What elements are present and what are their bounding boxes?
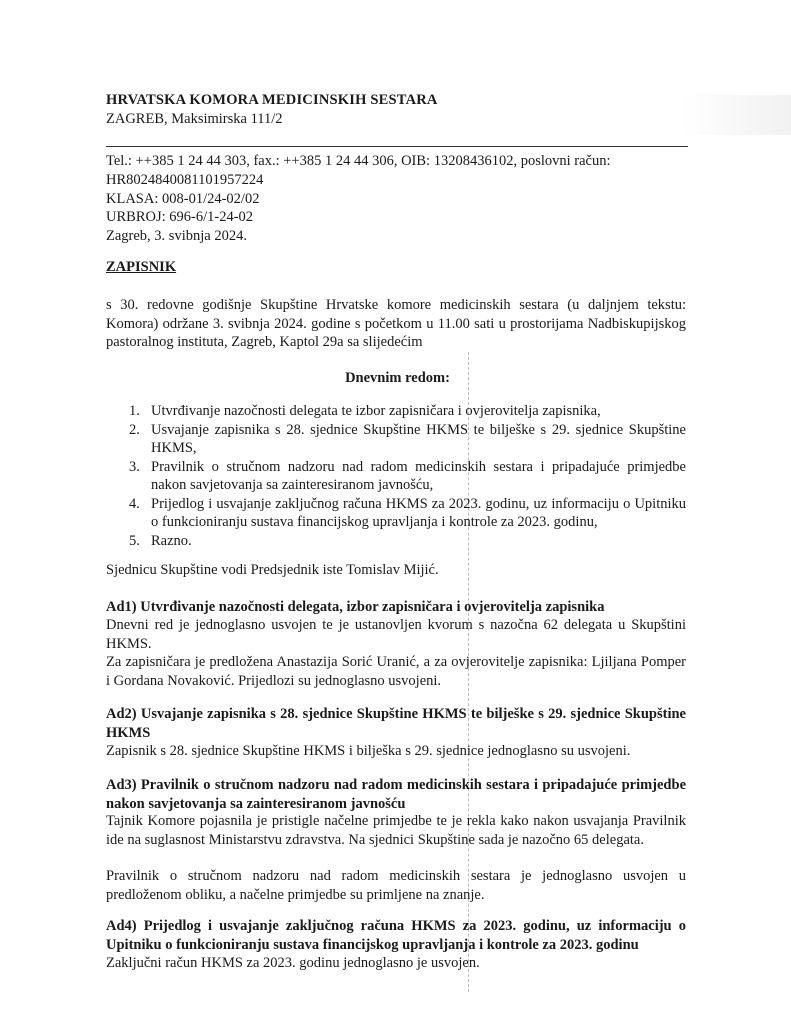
agenda-item-number: 4. [129, 495, 140, 512]
document-date: Zagreb, 3. svibnja 2024. [106, 228, 247, 244]
section-heading-ad2: Ad2) Usvajanje zapisnika s 28. sjednice Skupštine HKMS te bilješke s 29. sjednice Skupštine HKMS [106, 706, 686, 741]
agenda-item-text: Utvrđivanje nazočnosti delegata te izbor zapisničara i ovjerovitelja zapisnika, [151, 403, 601, 419]
section-ad2-paragraph-1: Zapisnik s 28. sjednice Skupštine HKMS i bilješka s 29. sjednice jednoglasno su usvojeni. [106, 743, 631, 759]
bank-account: HR8024840081101957224 [106, 172, 264, 188]
section-ad1-paragraph-1: Dnevni red je jednoglasno usvojen te je ustanovljen kvorum s nazočna 62 delegata u Skupštini HKMS. [106, 617, 686, 652]
agenda-item-number: 3. [129, 458, 140, 475]
agenda-item [120, 402, 686, 421]
section-ad3-paragraph-2: Pravilnik o stručnom nadzoru nad radom medicinskih sestara je jednoglasno usvojen u predloženom obliku, a načelne primjedbe su primljene na znanje. [106, 868, 686, 903]
contact-line: Tel.: ++385 1 24 44 303, fax.: ++385 1 24 44 306, OIB: 13208436102, poslovni račun: [106, 153, 611, 169]
scan-artifact [681, 95, 791, 135]
intro-paragraph: s 30. redovne godišnje Skupštine Hrvatske komore medicinskih sestara (u daljnjem tekstu: Komora) održane 3. svibnja 2024. godine s početkom u 11.00 sati u prostorijama Nadbiskupijskog pastoralnog instituta, Zagreb, Kaptol 29a sa slijedećim [106, 297, 686, 350]
header-divider [106, 146, 688, 147]
section-ad3-paragraph-1: Tajnik Komore pojasnila je pristigle načelne primjedbe te je rekla kako nakon usvajanja Pravilnik ide na suglasnost Ministarstvu zdravstva. Na sjednici Skupštine sada je nazočno 65 delegata. [106, 813, 686, 848]
agenda-item-number: 1. [129, 403, 140, 419]
organization-name: HRVATSKA KOMORA MEDICINSKIH SESTARA [106, 92, 438, 108]
agenda-item-number: 5. [129, 532, 140, 549]
organization-address: ZAGREB, Maksimirska 111/2 [106, 111, 283, 127]
agenda-item-text: Razno. [151, 532, 192, 549]
section-heading-ad1: Ad1) Utvrđivanje nazočnosti delegata, izbor zapisničara i ovjerovitelja zapisnika [106, 599, 605, 615]
section-ad4-paragraph-1: Zaključni račun HKMS za 2023. godinu jednoglasno je usvojen. [106, 955, 480, 971]
agenda-item [120, 458, 686, 495]
agenda-item-text: Usvajanje zapisnika s 28. sjednice Skupštine HKMS te bilješke s 29. sjednice Skupštine HKMS, [151, 421, 686, 456]
agenda-item [120, 421, 686, 458]
agenda-heading: Dnevnim redom: [345, 370, 450, 386]
agenda-item-text: Pravilnik o stručnom nadzoru nad radom medicinskih sestara i pripadajuće primjedbe nakon savjetovanja sa zainteresiranom javnošću, [151, 458, 686, 493]
agenda-item [120, 495, 686, 532]
urbroj-line: URBROJ: 696-6/1-24-02 [106, 209, 254, 225]
agenda-item-number: 2. [129, 421, 140, 438]
agenda-list [120, 402, 686, 550]
document-title: ZAPISNIK [106, 259, 177, 275]
agenda-item [120, 532, 686, 551]
klasa-line: KLASA: 008-01/24-02/02 [106, 191, 260, 207]
section-heading-ad4: Ad4) Prijedlog i usvajanje zaključnog računa HKMS za 2023. godinu, uz informaciju o Upitniku o funkcioniranju sustava financijskog upravljanja i kontrole za 2023. godinu [106, 918, 686, 953]
section-ad1-paragraph-2: Za zapisničara je predložena Anastazija Sorić Uranić, a za ovjeroviteljе zapisnika: Ljiljana Pomper i Gordana Novaković. Prijedlozi su jednoglasno usvojeni. [106, 654, 686, 689]
agenda-item-text: Prijedlog i usvajanje zaključnog računa HKMS za 2023. godinu, uz informaciju o Upitniku o funkcioniranju sustava financijskog upravljanja i kontrole za 2023. godinu, [151, 495, 686, 530]
chair-statement: Sjednicu Skupštine vodi Predsjednik iste Tomislav Mijić. [106, 562, 439, 578]
section-heading-ad3: Ad3) Pravilnik o stručnom nadzoru nad radom medicinskih sestara i pripadajuće primjedbe nakon savjetovanja sa zainteresiranom javnošću [106, 777, 686, 812]
